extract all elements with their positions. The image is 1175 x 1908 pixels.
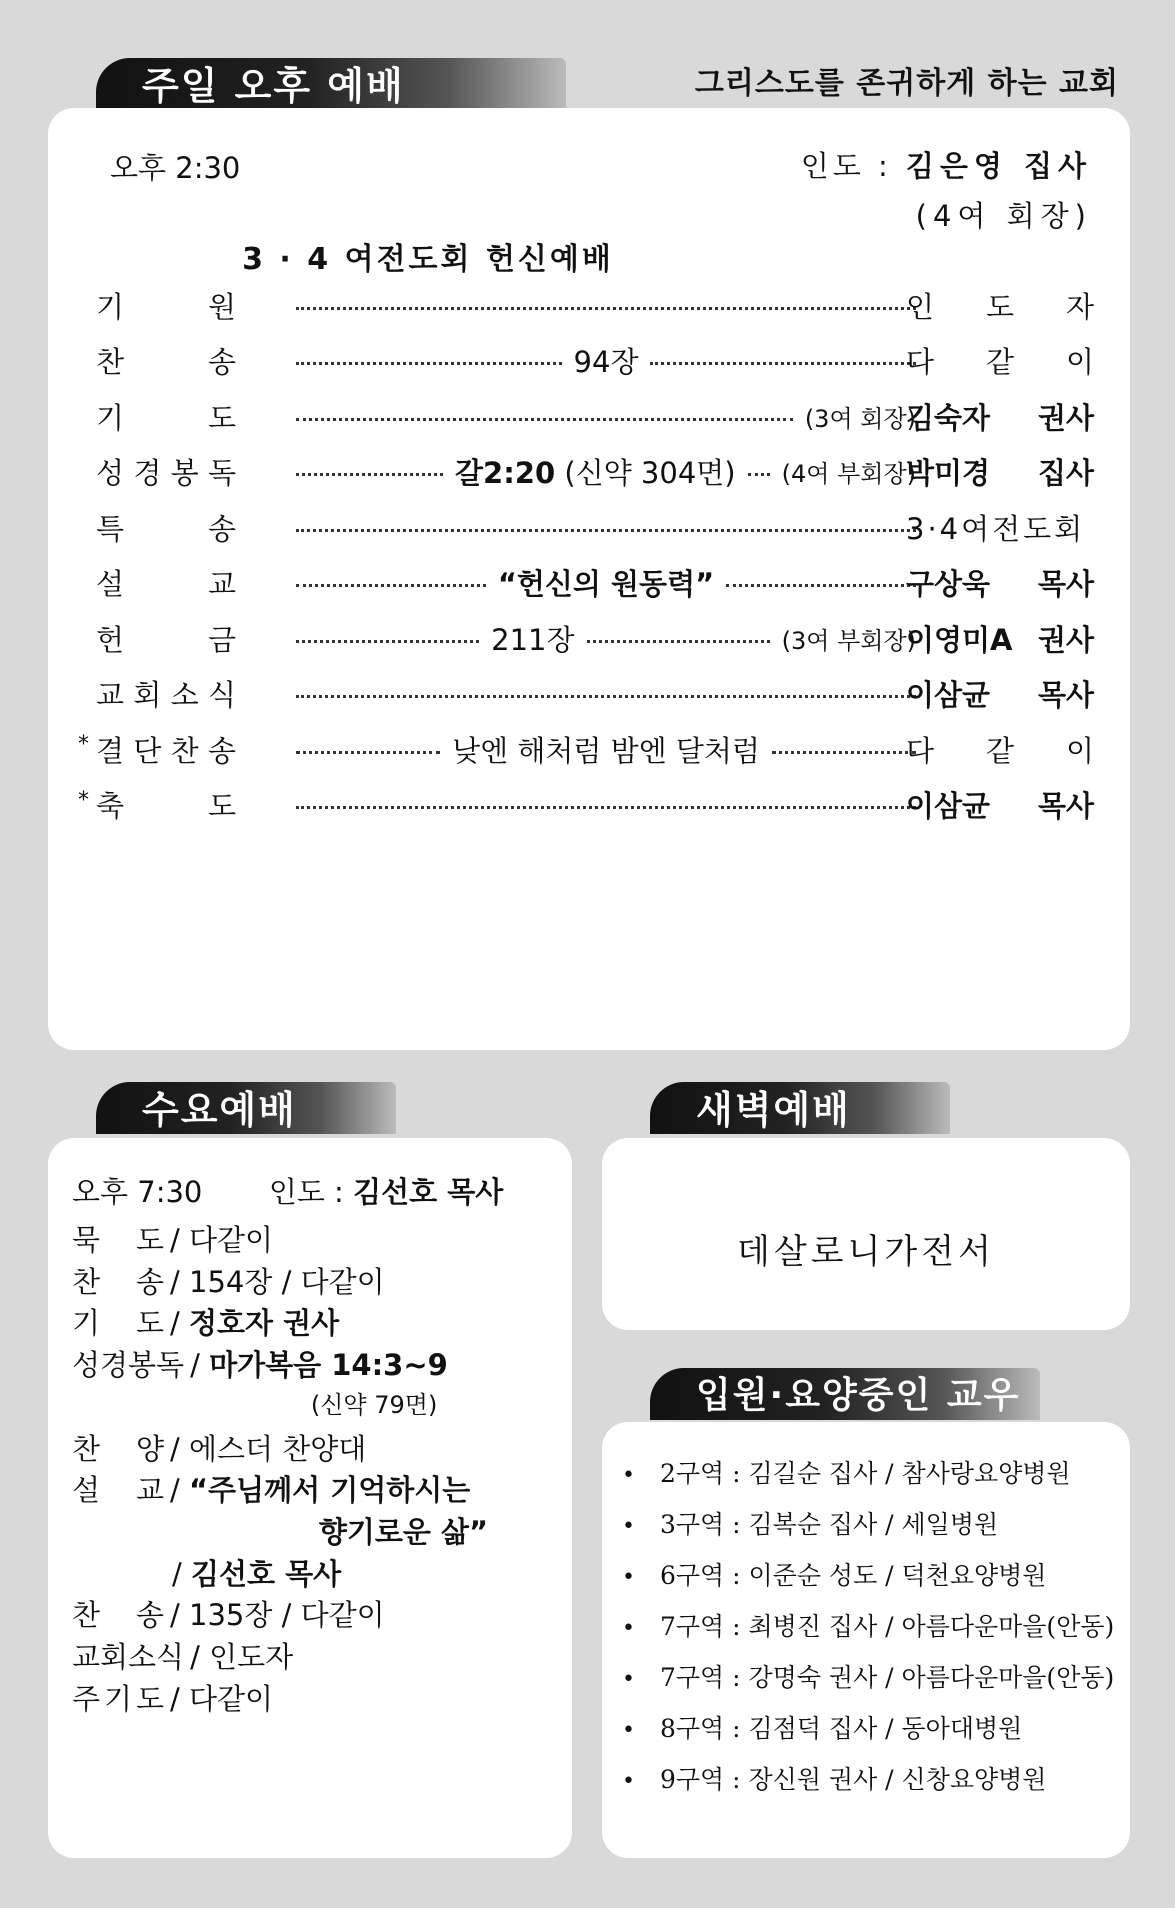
leader-dots xyxy=(587,640,770,643)
wednesday-item xyxy=(72,1301,339,1342)
hospital-item xyxy=(622,1709,1114,1760)
order-label xyxy=(96,613,236,663)
wednesday-label-char: 도 xyxy=(135,1223,164,1257)
hospitalized-members-tab: 입원·요양중인 교우 xyxy=(650,1368,1040,1420)
bullet: • xyxy=(622,1718,635,1743)
order-row xyxy=(48,780,1130,830)
order-person-part: 권사 xyxy=(1037,622,1094,657)
leader-dots xyxy=(296,529,916,532)
hospital-item xyxy=(622,1658,1114,1709)
wednesday-indent xyxy=(282,1515,319,1549)
leader-name: 김은영 집사 xyxy=(905,149,1092,183)
order-row xyxy=(48,502,1130,552)
leader-dots xyxy=(296,473,443,476)
hospitalized-list xyxy=(622,1454,1114,1811)
wednesday-label-char: 기 xyxy=(103,1681,132,1716)
order-note: (4여 부회장) xyxy=(781,460,916,488)
order-row xyxy=(48,336,1130,386)
wednesday-label-char: 도 xyxy=(135,1306,164,1341)
order-label-char: 송 xyxy=(207,733,236,768)
order-person-part: 다 xyxy=(906,733,935,768)
wednesday-leader-name: 김선호 목사 xyxy=(353,1175,504,1209)
order-person-part: 목사 xyxy=(1037,678,1094,712)
order-person-part: 이 xyxy=(1065,345,1094,379)
wednesday-item-value: (신약 79면) xyxy=(310,1390,438,1419)
wednesday-sep: / xyxy=(170,1431,189,1466)
order-person-part: 권사 xyxy=(1037,400,1094,435)
wednesday-item-value: 다같이 xyxy=(189,1223,274,1257)
wednesday-item xyxy=(72,1468,470,1509)
order-person xyxy=(906,447,1094,497)
order-row xyxy=(48,613,1130,663)
wednesday-item-label xyxy=(72,1468,164,1509)
wednesday-item-label xyxy=(72,1260,164,1301)
sunday-service-panel xyxy=(48,108,1130,1050)
order-person-part: 김숙자 xyxy=(906,400,991,435)
order-label-char: 기 xyxy=(96,400,125,435)
bullet: • xyxy=(622,1667,635,1692)
order-label-char: 찬 xyxy=(96,345,125,379)
order-label xyxy=(96,336,236,386)
order-content xyxy=(296,447,916,497)
wednesday-sep: / xyxy=(170,1264,189,1299)
service-time: 오후 2:30 xyxy=(110,151,241,185)
service-title: 3 · 4 여전도회 헌신예배 xyxy=(242,242,614,277)
wednesday-item xyxy=(72,1677,273,1718)
order-person-part: 박미경 xyxy=(906,456,991,490)
wednesday-leader-label: 인도 : xyxy=(268,1175,344,1209)
hospital-item xyxy=(622,1607,1114,1658)
leader-dots xyxy=(296,751,440,754)
service-leader xyxy=(801,144,1092,185)
leader-label: 인도 : xyxy=(800,149,892,183)
wednesday-time-row xyxy=(72,1170,503,1211)
order-content xyxy=(296,669,916,719)
dawn-service-panel xyxy=(602,1138,1130,1330)
wednesday-item-value: “주님께서 기억하시는 xyxy=(189,1473,471,1508)
order-label xyxy=(96,558,236,608)
order-row xyxy=(48,280,1130,330)
dawn-scripture: 데살로니가전서 xyxy=(737,1232,995,1272)
hospital-item-text: 7구역 : 최병진 집사 / 아름다운마을(안동) xyxy=(660,1612,1115,1641)
hospital-item xyxy=(622,1505,1114,1556)
order-person-part: 이영미A xyxy=(906,622,1013,657)
order-label-char: 결 xyxy=(96,733,125,768)
order-label-char: 헌 xyxy=(96,622,125,657)
order-label-char: 송 xyxy=(207,345,236,379)
order-note: (3여 회장) xyxy=(804,404,916,433)
wednesday-indent xyxy=(274,1386,311,1420)
order-label-char: 식 xyxy=(207,678,236,712)
wednesday-item xyxy=(72,1552,341,1593)
wednesday-item-label xyxy=(72,1677,164,1718)
order-label-char: 교 xyxy=(207,567,236,601)
order-label xyxy=(96,780,236,830)
wednesday-item xyxy=(72,1593,385,1634)
order-content xyxy=(296,502,916,552)
order-row xyxy=(48,447,1130,497)
sunday-service-tab: 주일 오후 예배 xyxy=(96,58,566,110)
wednesday-sep: / xyxy=(170,1473,189,1508)
wednesday-item-label xyxy=(72,1301,164,1342)
hospital-item-text: 6구역 : 이준순 성도 / 덕천요양병원 xyxy=(660,1561,1047,1590)
order-content xyxy=(296,613,916,663)
hospital-item xyxy=(622,1556,1114,1607)
wednesday-item-value: 마가복음 14:3~9 xyxy=(209,1348,448,1383)
wednesday-time: 오후 7:30 xyxy=(72,1175,203,1209)
wednesday-sep: / xyxy=(170,1306,189,1341)
wednesday-sep: / xyxy=(190,1348,210,1383)
hospital-item-text: 2구역 : 김길순 집사 / 참사랑요양병원 xyxy=(660,1459,1071,1488)
order-person-part: 도 xyxy=(985,289,1014,324)
order-person-part: 3·4여전도회 xyxy=(906,511,1086,546)
leader-dots xyxy=(650,362,916,365)
wednesday-item-label xyxy=(72,1593,164,1634)
order-label-char: 금 xyxy=(207,622,236,657)
wednesday-item-value: 다같이 xyxy=(189,1681,274,1716)
leader-dots xyxy=(296,362,562,365)
bullet: • xyxy=(622,1616,635,1641)
wednesday-sep: / xyxy=(172,1556,191,1591)
order-label-char: 단 xyxy=(133,733,162,768)
order-row xyxy=(48,391,1130,441)
wednesday-item-label xyxy=(72,1218,164,1259)
order-label xyxy=(96,280,236,330)
order-person xyxy=(906,336,1094,386)
wednesday-label-char: 송 xyxy=(135,1598,164,1633)
hospitalized-members-panel xyxy=(602,1422,1130,1858)
leader-dots xyxy=(296,640,479,643)
wednesday-label-char: 주 xyxy=(72,1681,101,1716)
leader-dots xyxy=(296,418,793,421)
order-label-char: 송 xyxy=(207,511,236,546)
wednesday-item-value: 김선호 목사 xyxy=(191,1556,342,1591)
order-label-char: 경 xyxy=(133,456,162,490)
order-row xyxy=(48,669,1130,719)
hospital-item xyxy=(622,1454,1114,1505)
wednesday-item xyxy=(176,1510,488,1551)
order-person xyxy=(906,780,1094,830)
wednesday-item-value: 154장 / 다같이 xyxy=(189,1264,385,1299)
wednesday-label-char: 찬 xyxy=(72,1598,101,1633)
order-person-part: 이 xyxy=(1065,733,1094,768)
wednesday-item-label: 성경봉독 xyxy=(72,1348,185,1383)
order-label xyxy=(96,724,236,774)
wednesday-item-label: 교회소식 xyxy=(72,1640,185,1674)
bullet: • xyxy=(622,1463,635,1488)
order-person-part: 같 xyxy=(985,733,1014,768)
wednesday-label-char: 찬 xyxy=(72,1264,101,1299)
order-row xyxy=(48,724,1130,774)
order-person xyxy=(906,724,1094,774)
order-person-part: 집사 xyxy=(1037,456,1094,490)
leader-dots xyxy=(296,806,916,809)
order-content xyxy=(296,780,916,830)
wednesday-item xyxy=(72,1218,273,1259)
order-label-char: 설 xyxy=(96,567,125,601)
order-content-text: “헌신의 원동력” xyxy=(497,567,715,601)
order-label xyxy=(96,391,236,441)
leader-role: (4여 회장) xyxy=(915,199,1092,233)
order-person xyxy=(906,613,1094,663)
bullet: • xyxy=(622,1514,635,1539)
order-content-text: 94장 xyxy=(573,345,639,379)
order-label xyxy=(96,447,236,497)
order-person-part: 구상욱 xyxy=(906,567,991,601)
order-label-char: 성 xyxy=(96,456,125,490)
church-motto: 그리스도를 존귀하게 하는 교회 xyxy=(694,66,1119,101)
wednesday-label-char: 묵 xyxy=(72,1223,101,1257)
leader-dots xyxy=(726,584,916,587)
wednesday-label-char: 찬 xyxy=(72,1431,101,1466)
order-note: (3여 부회장) xyxy=(781,626,916,655)
order-person-part: 목사 xyxy=(1037,789,1094,823)
wednesday-sep: / xyxy=(170,1681,189,1716)
order-label-char: 원 xyxy=(207,289,236,324)
order-label-char: 도 xyxy=(207,789,236,823)
wednesday-service-panel xyxy=(48,1138,572,1858)
wednesday-label-char: 기 xyxy=(72,1306,101,1341)
leader-dots xyxy=(748,473,770,476)
wednesday-label-char: 도 xyxy=(135,1681,164,1716)
order-person xyxy=(906,669,1094,719)
order-label-char: 기 xyxy=(96,289,125,324)
leader-dots xyxy=(296,584,486,587)
wednesday-item-value: 인도자 xyxy=(209,1640,294,1674)
order-person xyxy=(906,502,1094,552)
wednesday-label-char: 설 xyxy=(72,1473,101,1508)
order-content xyxy=(296,558,916,608)
wednesday-sep: / xyxy=(170,1598,189,1633)
bullet: • xyxy=(622,1565,635,1590)
order-person xyxy=(906,558,1094,608)
order-person-part: 자 xyxy=(1065,289,1094,324)
order-label-char: 축 xyxy=(96,789,125,823)
order-person-part: 인 xyxy=(906,289,935,324)
order-label-char: 특 xyxy=(96,511,125,546)
order-label-char: 소 xyxy=(170,678,199,712)
order-row xyxy=(48,558,1130,608)
hospital-item xyxy=(622,1760,1114,1811)
leader-dots xyxy=(772,751,916,754)
wednesday-item-value: 정호자 권사 xyxy=(189,1306,340,1341)
order-label xyxy=(96,502,236,552)
order-label-char: 독 xyxy=(207,456,236,490)
hospital-item-text: 3구역 : 김복순 집사 / 세일병원 xyxy=(660,1510,999,1539)
order-label-char: 찬 xyxy=(170,733,199,768)
wednesday-item-label xyxy=(72,1427,164,1468)
order-label-char: 봉 xyxy=(170,456,199,490)
wednesday-service-tab: 수요예배 xyxy=(96,1082,396,1134)
order-content xyxy=(296,280,916,330)
leader-dots xyxy=(296,695,916,698)
wednesday-item xyxy=(72,1427,366,1468)
wednesday-item xyxy=(72,1343,448,1384)
wednesday-label-char: 송 xyxy=(135,1264,164,1299)
order-content-text: 211장 xyxy=(491,622,575,657)
order-person-part: 목사 xyxy=(1037,567,1094,601)
order-content-text: 낮엔 해처럼 밤엔 달처럼 xyxy=(452,733,760,768)
wednesday-sep: / xyxy=(190,1640,210,1674)
order-person-part: 다 xyxy=(906,345,935,379)
order-content-text: 갈2:20 (신약 304면) xyxy=(455,456,736,490)
order-person xyxy=(906,280,1094,330)
order-person-part: 같 xyxy=(985,345,1014,379)
order-label-char: 도 xyxy=(207,400,236,435)
wednesday-sep: / xyxy=(170,1223,189,1257)
wednesday-item xyxy=(72,1635,293,1676)
order-content xyxy=(296,336,916,386)
wednesday-label-char: 교 xyxy=(135,1473,164,1508)
order-person-part: 이삼균 xyxy=(906,678,991,712)
wednesday-item xyxy=(72,1260,385,1301)
order-content xyxy=(296,724,916,774)
order-label xyxy=(96,669,236,719)
order-person xyxy=(906,391,1094,441)
wednesday-label-char: 양 xyxy=(135,1431,164,1466)
order-content xyxy=(296,391,916,441)
wednesday-item xyxy=(168,1385,437,1420)
order-person-part: 이삼균 xyxy=(906,789,991,823)
dawn-service-tab: 새벽예배 xyxy=(650,1082,950,1134)
star-mark: * xyxy=(78,787,89,813)
order-label-char: 회 xyxy=(133,678,162,712)
bullet: • xyxy=(622,1769,635,1794)
order-content-sub: (신약 304면) xyxy=(555,456,736,490)
hospital-item-text: 7구역 : 강명숙 권사 / 아름다운마을(안동) xyxy=(660,1663,1115,1692)
wednesday-item-value: 에스더 찬양대 xyxy=(189,1431,367,1466)
leader-dots xyxy=(296,307,916,310)
order-label-char: 교 xyxy=(96,678,125,712)
wednesday-item-value: 135장 / 다같이 xyxy=(189,1598,385,1633)
hospital-item-text: 8구역 : 김점덕 집사 / 동아대병원 xyxy=(660,1714,1023,1743)
star-mark: * xyxy=(78,732,89,757)
hospital-item-text: 9구역 : 장신원 권사 / 신창요양병원 xyxy=(660,1765,1047,1794)
wednesday-item-value: 향기로운 삶” xyxy=(318,1514,489,1549)
